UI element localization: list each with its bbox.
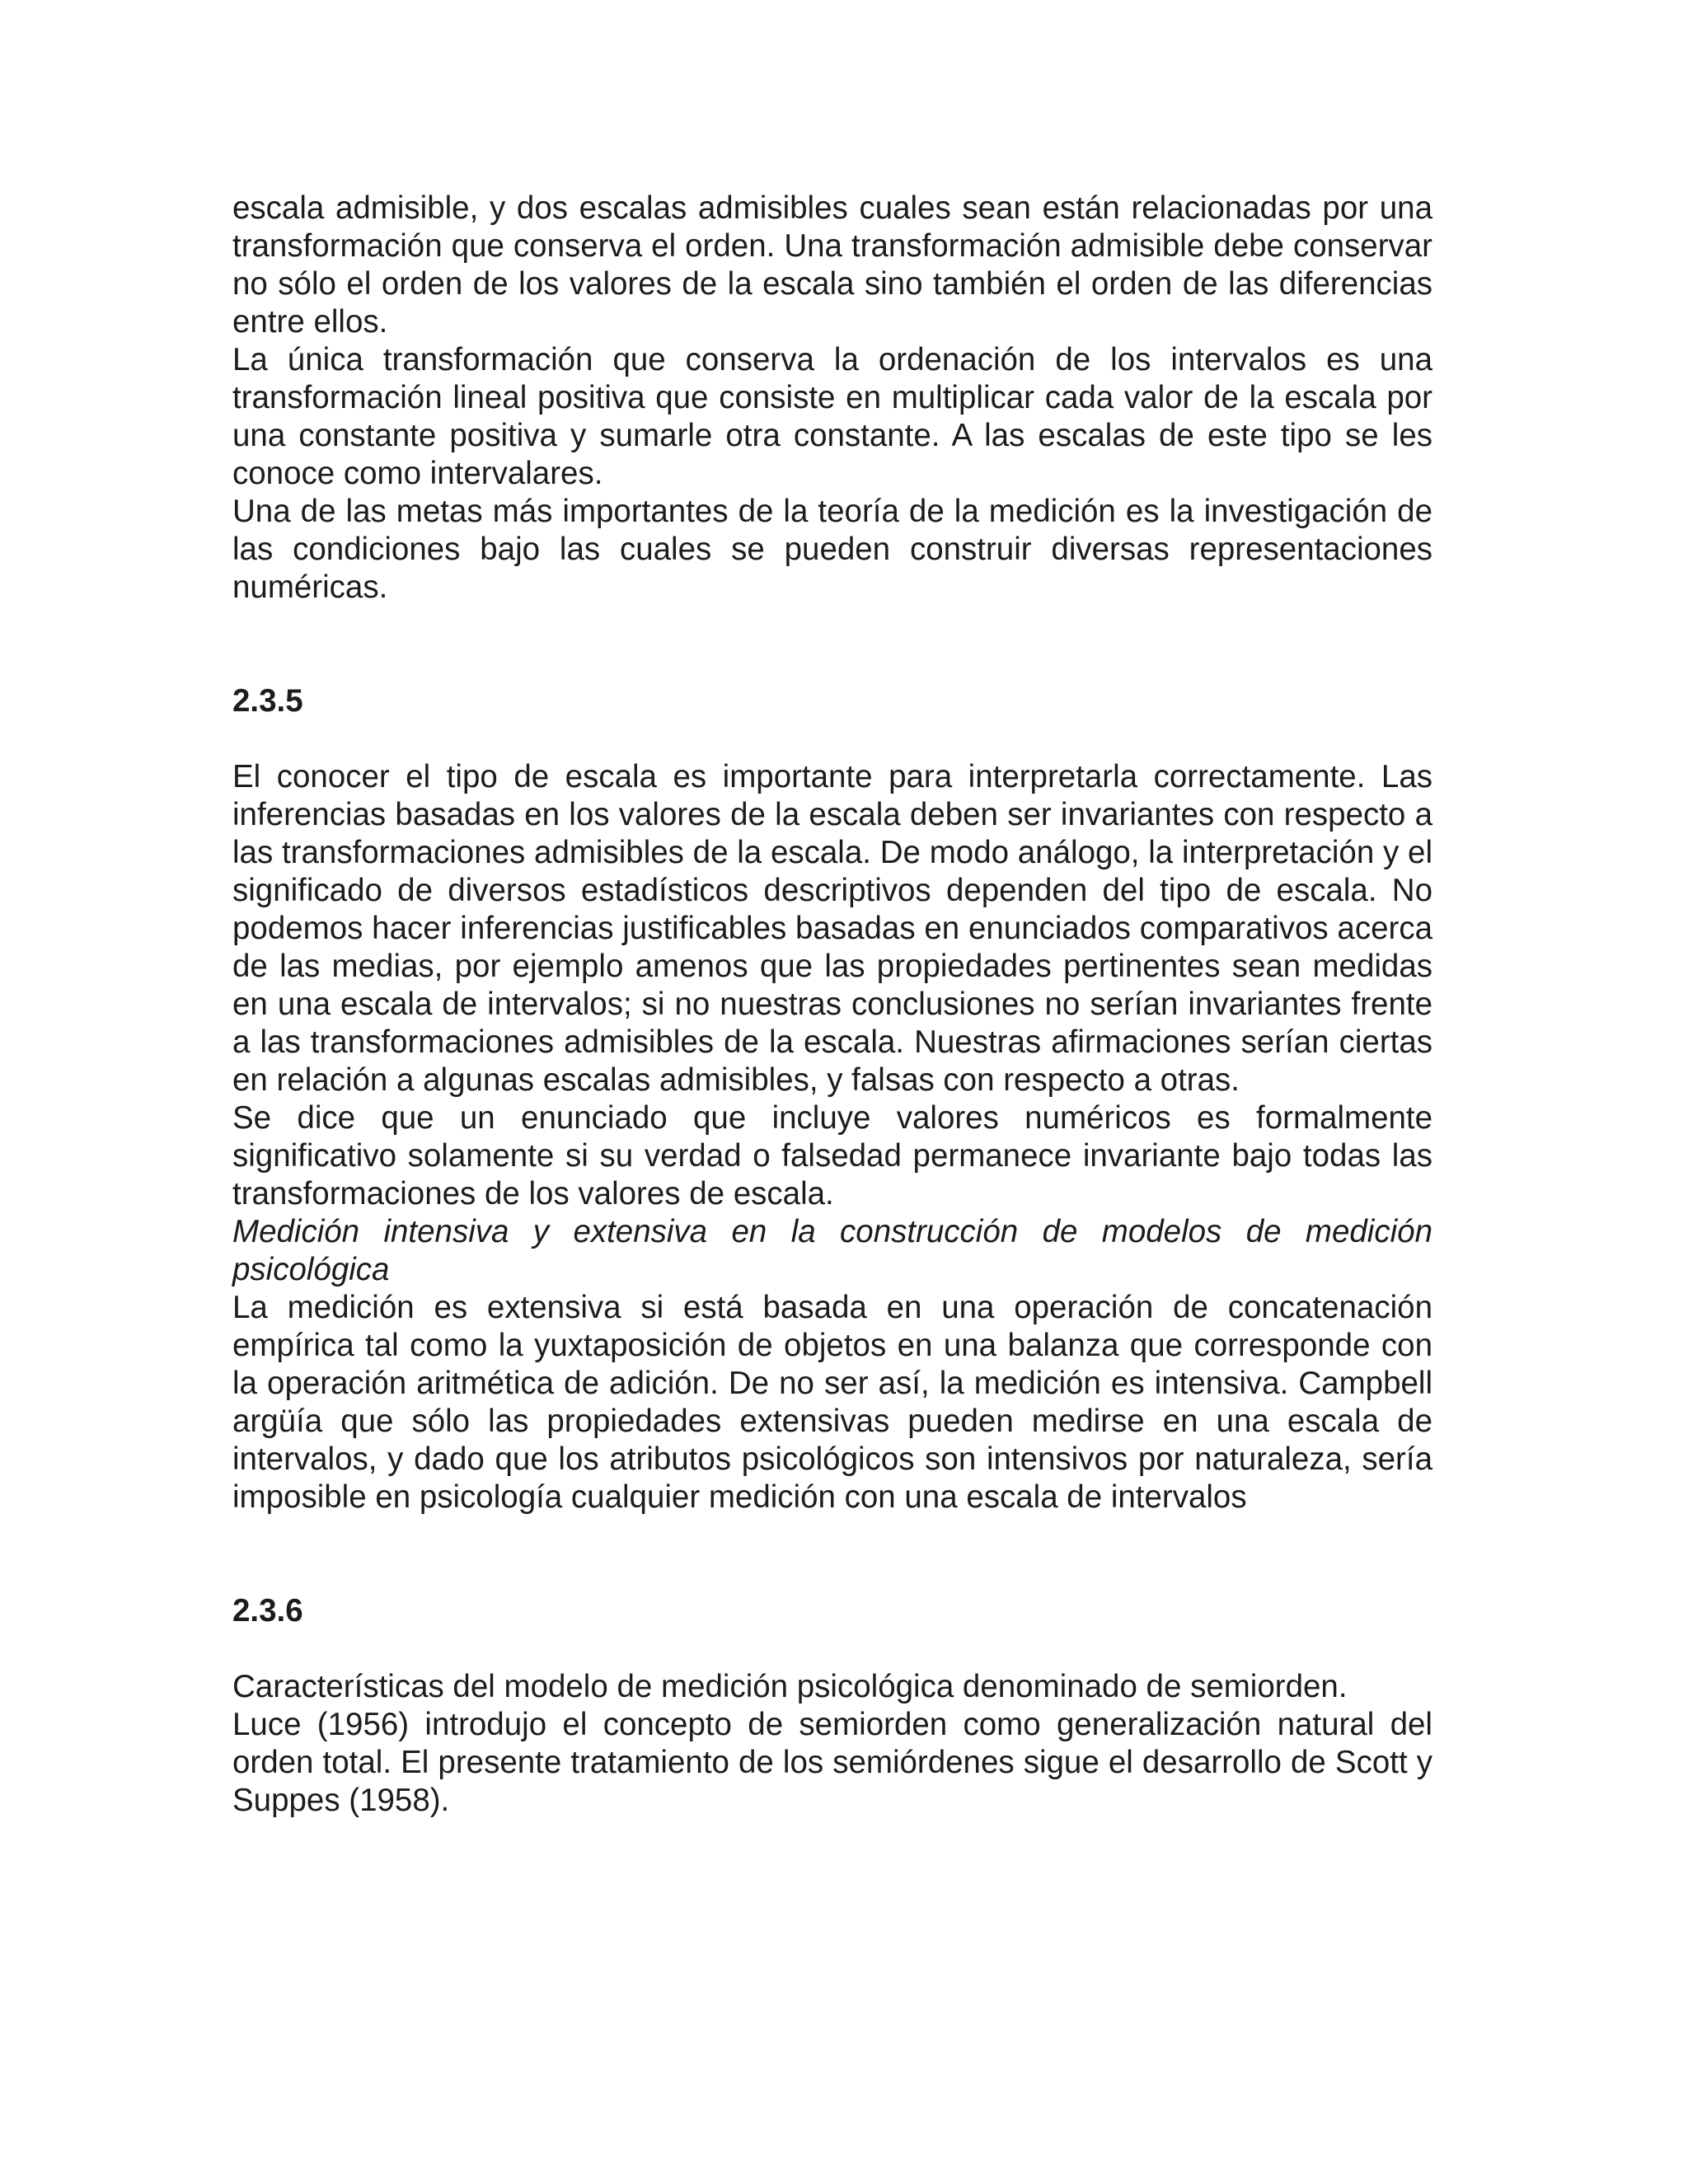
intro-paragraph-1: escala admisible, y dos escalas admisibles cuales sean están relacionadas por una transformación que conserva el orden. Una transformación admisible debe conservar no sólo el orden de los valores de la escala sino también el orden de las diferencias entre ellos. <box>232 190 1432 340</box>
section-heading-2-3-5: 2.3.5 <box>232 683 303 719</box>
subsection-italic-title: Medición intensiva y extensiva en la construcción de modelos de medición psicológica <box>232 1214 1432 1287</box>
section-2-3-5-paragraph-3: La medición es extensiva si está basada en una operación de concatenación empírica tal como la yuxtaposición de objetos en una balanza que corresponde con la operación aritmética de adición. De no ser así, la medición es intensiva. Campbell argüía que sólo las propiedades extensivas pueden medirse en una escala de intervalos, y dado que los atributos psicológicos son intensivos por naturaleza, sería imposible en psicología cualquier medición con una escala de intervalos <box>232 1290 1432 1515</box>
intro-paragraph-2: La única transformación que conserva la ordenación de los intervalos es una transformación lineal positiva que consiste en multiplicar cada valor de la escala por una constante positiva y sumarle otra constante. A las escalas de este tipo se les conoce como intervalares. <box>232 342 1432 491</box>
section-2-3-6-paragraph-2: Luce (1956) introdujo el concepto de semiorden como generalización natural del orden total. El presente tratamiento de los semiórdenes sigue el desarrollo de Scott y Suppes (1958). <box>232 1707 1432 1818</box>
section-2-3-5-paragraph-1: El conocer el tipo de escala es importante para interpretarla correctamente. Las inferencias basadas en los valores de la escala deben ser invariantes con respecto a las transformaciones admisibles de la escala. De modo análogo, la interpretación y el significado de diversos estadísticos descriptivos dependen del tipo de escala. No podemos hacer inferencias justificables basadas en enunciados comparativos acerca de las medias, por ejemplo amenos que las propiedades pertinentes sean medidas en una escala de intervalos; si no nuestras conclusiones no serían invariantes frente a las transformaciones admisibles de la escala. Nuestras afirmaciones serían ciertas en relación a algunas escalas admisibles, y falsas con respecto a otras. <box>232 759 1432 1098</box>
section-2-3-6-paragraph-1: Características del modelo de medición psicológica denominado de semiorden. <box>232 1669 1348 1704</box>
section-heading-2-3-6: 2.3.6 <box>232 1593 303 1629</box>
intro-paragraph-3: Una de las metas más importantes de la teoría de la medición es la investigación de las condiciones bajo las cuales se pueden construir diversas representaciones numéricas. <box>232 494 1432 605</box>
document-body <box>232 190 1432 1820</box>
section-2-3-5-paragraph-2: Se dice que un enunciado que incluye valores numéricos es formalmente significativo solamente si su verdad o falsedad permanece invariante bajo todas las transformaciones de los valores de escala. <box>232 1100 1432 1212</box>
